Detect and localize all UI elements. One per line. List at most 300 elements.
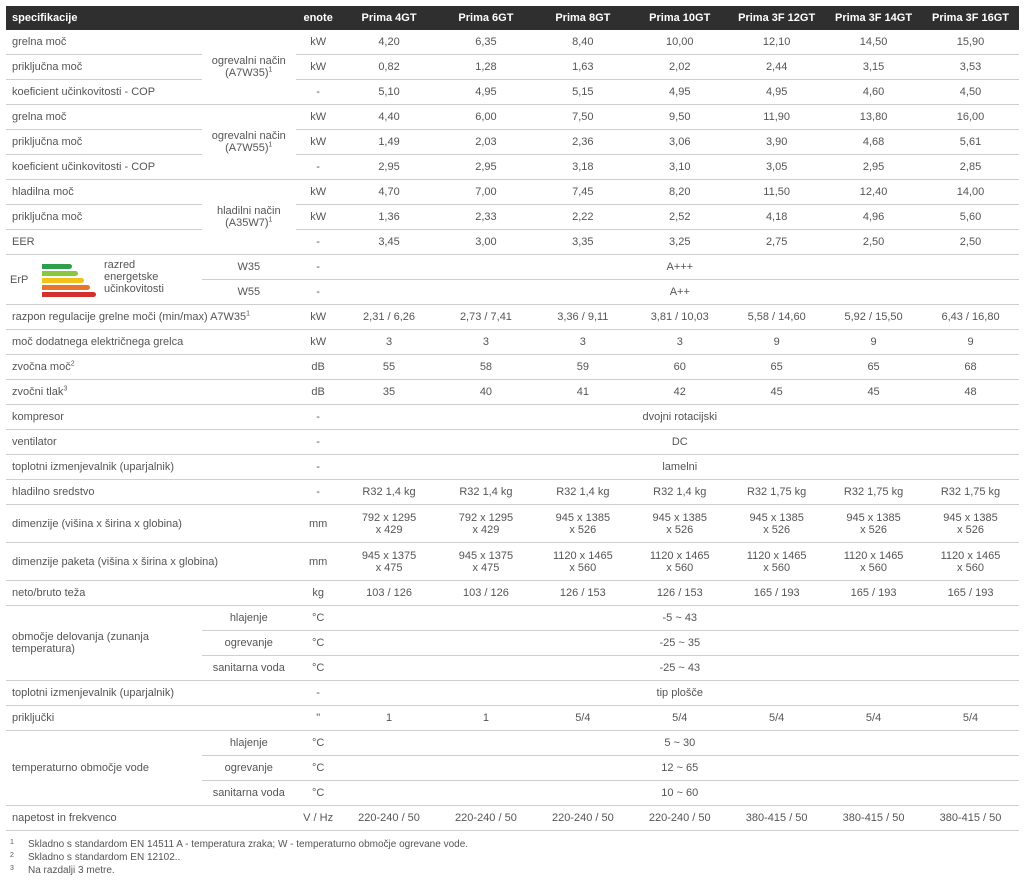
value-cell: lamelni [341, 455, 1019, 480]
value-cell: 3,00 [437, 230, 534, 255]
table-row [6, 405, 1019, 430]
value-cell: DC [341, 430, 1019, 455]
value-cell: 55 [341, 355, 438, 380]
value-line: 1120 x 1465 [649, 549, 710, 562]
value-cell: 2,22 [534, 205, 631, 230]
value-cell: 126 / 153 [631, 581, 728, 606]
energy-bar [42, 292, 96, 297]
value-line: x 475 [472, 561, 500, 574]
value-cell: 2,95 [437, 155, 534, 180]
value-cell: 9 [728, 330, 825, 355]
table-row [6, 505, 1019, 543]
footnote-ref: 2 [70, 360, 75, 368]
value-cell: 45 [728, 380, 825, 405]
row-label: priključna moč [6, 205, 202, 230]
value-cell: 2,73 / 7,41 [437, 305, 534, 330]
value-cell: 65 [825, 355, 922, 380]
value-cell [631, 543, 728, 581]
row-label: koeficient učinkovitosti - COP [6, 155, 202, 180]
value-cell: 7,50 [534, 105, 631, 130]
value-cell: 1,63 [534, 55, 631, 80]
value-cell: 4,20 [341, 30, 438, 55]
value-cell: 4,40 [341, 105, 438, 130]
value-cell: 13,80 [825, 105, 922, 130]
table-row [6, 430, 1019, 455]
value-cell: 3,36 / 9,11 [534, 305, 631, 330]
unit-cell: - [296, 280, 341, 305]
table-row [6, 380, 1019, 405]
group-label-line: (A7W55) [225, 142, 269, 154]
value-line: 945 x 1385 [749, 511, 804, 524]
unit-cell: °C [296, 656, 341, 681]
value-cell: 6,35 [437, 30, 534, 55]
table-row [6, 455, 1019, 480]
value-line: x 560 [666, 561, 694, 574]
unit-cell: - [296, 80, 341, 105]
value-line: x 526 [569, 523, 597, 536]
value-cell: 2,03 [437, 130, 534, 155]
unit-cell: - [296, 405, 341, 430]
group-label-line: (A7W35) [225, 67, 269, 79]
footnote-ref: 1 [246, 310, 251, 318]
erp-block [6, 256, 202, 304]
footnote-number: 3 [10, 865, 14, 872]
model-header: Prima 8GT [534, 6, 631, 30]
value-cell [341, 505, 438, 543]
row-label: hladilna moč [6, 180, 202, 205]
unit-cell: - [296, 155, 341, 180]
value-cell: 12,40 [825, 180, 922, 205]
table-row [6, 55, 1019, 80]
value-line: 945 x 1375 [458, 549, 514, 562]
table-row [6, 80, 1019, 105]
value-cell: 11,90 [728, 105, 825, 130]
value-cell: 2,75 [728, 230, 825, 255]
value-cell: R32 1,75 kg [825, 480, 922, 505]
value-cell: 5,60 [922, 205, 1019, 230]
unit-cell: dB [296, 355, 341, 380]
group-label [202, 30, 296, 105]
value-cell [534, 505, 631, 543]
value-line: 945 x 1385 [652, 511, 707, 524]
value-cell: 165 / 193 [922, 581, 1019, 606]
unit-cell: - [296, 480, 341, 505]
value-cell: 4,95 [631, 80, 728, 105]
value-cell: 126 / 153 [534, 581, 631, 606]
table-row [6, 230, 1019, 255]
value-cell: 40 [437, 380, 534, 405]
value-cell: 3,35 [534, 230, 631, 255]
sub-label: sanitarna voda [202, 781, 296, 806]
row-label: toplotni izmenjevalnik (uparjalnik) [6, 681, 296, 706]
value-cell: 2,85 [922, 155, 1019, 180]
row-label: dimenzije (višina x širina x globina) [6, 505, 296, 543]
value-line: x 560 [569, 561, 597, 574]
unit-cell: - [296, 455, 341, 480]
value-cell: 3,81 / 10,03 [631, 305, 728, 330]
value-cell [534, 543, 631, 581]
value-cell: A++ [341, 280, 1019, 305]
energy-bar [42, 285, 90, 290]
row-label: grelna moč [6, 105, 202, 130]
value-cell: 9,50 [631, 105, 728, 130]
unit-cell: dB [296, 380, 341, 405]
erp-description [104, 259, 164, 295]
value-cell: 2,52 [631, 205, 728, 230]
row-label-line: temperatura) [12, 643, 75, 655]
sub-label: sanitarna voda [202, 656, 296, 681]
value-cell: 5/4 [922, 706, 1019, 731]
value-cell: 9 [922, 330, 1019, 355]
value-cell: 5/4 [534, 706, 631, 731]
unit-cell: kW [296, 55, 341, 80]
value-line: x 526 [666, 523, 694, 536]
value-cell: 2,50 [922, 230, 1019, 255]
value-line: 1120 x 1465 [940, 549, 1001, 562]
value-line: 945 x 1375 [361, 549, 417, 562]
value-cell [922, 505, 1019, 543]
footnote-ref: 1 [268, 141, 273, 149]
value-cell [728, 543, 825, 581]
unit-cell: kW [296, 105, 341, 130]
value-cell: 4,60 [825, 80, 922, 105]
table-row [6, 205, 1019, 230]
value-line: 792 x 1295 [361, 511, 417, 524]
value-cell: 220-240 / 50 [534, 806, 631, 831]
unit-cell: kW [296, 180, 341, 205]
erp-text-line: učinkovitosti [104, 282, 164, 295]
table-row [6, 731, 1019, 756]
value-cell: 3 [437, 330, 534, 355]
table-row [6, 305, 1019, 330]
row-label: priključna moč [6, 130, 202, 155]
value-cell: A+++ [341, 255, 1019, 280]
value-cell: 2,95 [825, 155, 922, 180]
value-cell: 5 ~ 30 [341, 731, 1019, 756]
row-label [6, 380, 296, 405]
value-cell: 3,06 [631, 130, 728, 155]
unit-cell: kW [296, 30, 341, 55]
value-cell: R32 1,75 kg [728, 480, 825, 505]
group-label-line: (A35W7) [225, 217, 269, 229]
value-cell: 3 [341, 330, 438, 355]
value-cell: -25 ~ 35 [341, 631, 1019, 656]
row-label-text: zvočni tlak [12, 386, 64, 398]
value-cell: 5/4 [631, 706, 728, 731]
value-line: 1120 x 1465 [552, 549, 613, 562]
value-cell: 380-415 / 50 [728, 806, 825, 831]
unit-cell: - [296, 255, 341, 280]
value-cell: 14,50 [825, 30, 922, 55]
row-label: temperaturno območje vode [6, 731, 202, 806]
value-cell: 14,00 [922, 180, 1019, 205]
erp-text-line: energetske [104, 270, 159, 283]
model-header: Prima 4GT [341, 6, 438, 30]
row-label [6, 305, 296, 330]
sub-label: hlajenje [202, 731, 296, 756]
table-row [6, 681, 1019, 706]
value-line: 1120 x 1465 [843, 549, 904, 562]
group-label-line: ogrevalni način [211, 55, 286, 67]
row-label: neto/bruto teža [6, 581, 296, 606]
unit-cell: mm [296, 543, 341, 581]
row-label-line: območje delovanja (zunanja [12, 631, 149, 643]
table-row [6, 330, 1019, 355]
value-cell: 11,50 [728, 180, 825, 205]
value-line: x 526 [763, 523, 791, 536]
value-cell: 4,95 [728, 80, 825, 105]
value-line: x 429 [472, 523, 500, 536]
value-cell: 1 [437, 706, 534, 731]
row-label: hladilno sredstvo [6, 480, 296, 505]
table-row [6, 706, 1019, 731]
value-cell: 3,25 [631, 230, 728, 255]
erp-label: ErP [10, 273, 29, 286]
table-row [6, 155, 1019, 180]
table-row [6, 606, 1019, 631]
row-label: priključna moč [6, 55, 202, 80]
value-cell: 48 [922, 380, 1019, 405]
energy-bar [42, 264, 72, 269]
table-row [6, 543, 1019, 581]
energy-bar [42, 271, 78, 276]
value-cell: tip ploščе [341, 681, 1019, 706]
energy-class-icon [42, 264, 96, 294]
value-cell: 4,18 [728, 205, 825, 230]
table-row [6, 480, 1019, 505]
value-cell: 4,95 [437, 80, 534, 105]
value-cell: 12,10 [728, 30, 825, 55]
row-label [6, 355, 296, 380]
row-label: grelna moč [6, 30, 202, 55]
value-cell: 2,36 [534, 130, 631, 155]
group-label [202, 180, 296, 255]
unit-cell: °C [296, 781, 341, 806]
value-cell [825, 543, 922, 581]
sub-label: ogrevanje [202, 756, 296, 781]
value-cell: R32 1,4 kg [534, 480, 631, 505]
value-cell: 35 [341, 380, 438, 405]
value-line: 1120 x 1465 [746, 549, 807, 562]
value-cell: 1,28 [437, 55, 534, 80]
table-row [6, 130, 1019, 155]
value-cell: 4,68 [825, 130, 922, 155]
sub-label: W35 [202, 255, 296, 280]
row-label: ventilator [6, 430, 296, 455]
table-row [6, 105, 1019, 130]
value-line: x 475 [375, 561, 403, 574]
value-cell: R32 1,4 kg [341, 480, 438, 505]
value-cell: 220-240 / 50 [631, 806, 728, 831]
erp-text-line: razred [104, 258, 136, 271]
unit-cell: °C [296, 606, 341, 631]
value-cell: 380-415 / 50 [922, 806, 1019, 831]
model-header: Prima 3F 16GT [922, 6, 1019, 30]
value-cell: 165 / 193 [825, 581, 922, 606]
unit-cell: mm [296, 505, 341, 543]
value-cell: 1,36 [341, 205, 438, 230]
row-label: toplotni izmenjevalnik (uparjalnik) [6, 455, 296, 480]
value-cell: 7,45 [534, 180, 631, 205]
row-label: napetost in frekvenco [6, 806, 296, 831]
unit-cell: °C [296, 631, 341, 656]
value-cell: dvojni rotacijski [341, 405, 1019, 430]
row-label-text: razpon regulacije grelne moči (min/max) A7W35 [12, 311, 247, 323]
unit-cell: - [296, 430, 341, 455]
value-line: 945 x 1385 [943, 511, 998, 524]
value-cell: 5,10 [341, 80, 438, 105]
value-cell: 380-415 / 50 [825, 806, 922, 831]
group-label-line: hladilni način [216, 205, 281, 217]
value-cell: 3 [631, 330, 728, 355]
footnote-text: Skladno s standardom EN 14511 A - temperatura zraka; W - temperaturno območje ogrevane vode. [28, 839, 469, 850]
value-line: x 560 [763, 561, 791, 574]
value-cell: 8,20 [631, 180, 728, 205]
footnote-ref: 1 [268, 66, 273, 74]
unit-cell: kW [296, 330, 341, 355]
value-cell: 60 [631, 355, 728, 380]
value-line: x 526 [860, 523, 888, 536]
value-cell: 5/4 [728, 706, 825, 731]
value-cell: 2,31 / 6,26 [341, 305, 438, 330]
value-cell: 4,70 [341, 180, 438, 205]
group-label [202, 105, 296, 180]
footnote-ref: 3 [63, 385, 68, 393]
value-cell: -5 ~ 43 [341, 606, 1019, 631]
value-cell: 2,44 [728, 55, 825, 80]
value-cell: 3,18 [534, 155, 631, 180]
unit-cell: V / Hz [296, 806, 341, 831]
value-cell: -25 ~ 43 [341, 656, 1019, 681]
value-cell: 3,53 [922, 55, 1019, 80]
row-label: moč dodatnega električnega grelca [6, 330, 296, 355]
value-cell: 103 / 126 [341, 581, 438, 606]
model-header: Prima 10GT [631, 6, 728, 30]
unit-cell: " [296, 706, 341, 731]
value-cell: 220-240 / 50 [437, 806, 534, 831]
unit-cell: °C [296, 756, 341, 781]
value-cell: 6,43 / 16,80 [922, 305, 1019, 330]
sub-label: hlajenje [202, 606, 296, 631]
value-line: 945 x 1385 [555, 511, 611, 524]
value-cell: 10,00 [631, 30, 728, 55]
footnote-ref: 1 [268, 216, 273, 224]
specifications-table [6, 6, 1019, 831]
value-cell [922, 543, 1019, 581]
group-label-line: ogrevalni način [211, 130, 286, 142]
value-cell [631, 505, 728, 543]
value-cell: 68 [922, 355, 1019, 380]
value-cell: 10 ~ 60 [341, 781, 1019, 806]
unit-cell: kW [296, 205, 341, 230]
sub-label: W55 [202, 280, 296, 305]
value-cell: 4,96 [825, 205, 922, 230]
value-cell: 45 [825, 380, 922, 405]
unit-cell: - [296, 681, 341, 706]
value-cell: 7,00 [437, 180, 534, 205]
value-cell: 3,05 [728, 155, 825, 180]
value-cell: 59 [534, 355, 631, 380]
unit-header: enote [296, 6, 341, 30]
model-header: Prima 6GT [437, 6, 534, 30]
unit-cell: kg [296, 581, 341, 606]
value-cell: 1,49 [341, 130, 438, 155]
value-cell: 42 [631, 380, 728, 405]
value-cell [728, 505, 825, 543]
value-cell: 65 [728, 355, 825, 380]
footnote-text: Na razdalji 3 metre. [28, 865, 115, 876]
row-label [6, 606, 202, 681]
value-cell: 0,82 [341, 55, 438, 80]
footnote-number: 2 [10, 852, 14, 859]
row-label: priključki [6, 706, 296, 731]
value-cell: R32 1,4 kg [437, 480, 534, 505]
header-row [6, 6, 1019, 30]
unit-cell: °C [296, 731, 341, 756]
value-cell: 165 / 193 [728, 581, 825, 606]
value-line: x 526 [957, 523, 984, 536]
value-cell: 5,61 [922, 130, 1019, 155]
table-row [6, 30, 1019, 55]
table-row [6, 581, 1019, 606]
value-cell: 6,00 [437, 105, 534, 130]
value-cell [825, 505, 922, 543]
value-cell: 4,50 [922, 80, 1019, 105]
value-cell: R32 1,4 kg [631, 480, 728, 505]
value-cell: 5,92 / 15,50 [825, 305, 922, 330]
value-cell: 58 [437, 355, 534, 380]
value-cell: 12 ~ 65 [341, 756, 1019, 781]
table-row [6, 180, 1019, 205]
table-row [6, 355, 1019, 380]
value-cell: 3 [534, 330, 631, 355]
row-label: kompresor [6, 405, 296, 430]
value-cell: 5,58 / 14,60 [728, 305, 825, 330]
table-row [6, 255, 1019, 280]
value-cell: 2,02 [631, 55, 728, 80]
value-line: x 560 [860, 561, 888, 574]
value-cell: 3,10 [631, 155, 728, 180]
value-cell [437, 543, 534, 581]
sub-label: ogrevanje [202, 631, 296, 656]
value-cell: 8,40 [534, 30, 631, 55]
value-cell: 16,00 [922, 105, 1019, 130]
value-cell: 3,45 [341, 230, 438, 255]
row-label-text: zvočna moč [12, 361, 71, 373]
row-label: koeficient učinkovitosti - COP [6, 80, 202, 105]
value-cell: 1 [341, 706, 438, 731]
row-label: dimenzije paketa (višina x širina x globina) [6, 543, 296, 581]
unit-cell: kW [296, 305, 341, 330]
value-cell: 2,33 [437, 205, 534, 230]
value-cell [341, 543, 438, 581]
erp-cell [6, 255, 202, 305]
spec-header: specifikacije [6, 6, 296, 30]
value-line: x 560 [957, 561, 984, 574]
value-cell: 5/4 [825, 706, 922, 731]
value-cell: 3,15 [825, 55, 922, 80]
value-cell: 5,15 [534, 80, 631, 105]
footnote-number: 1 [10, 839, 14, 846]
value-cell: 15,90 [922, 30, 1019, 55]
unit-cell: kW [296, 130, 341, 155]
value-line: 945 x 1385 [846, 511, 901, 524]
value-cell: 9 [825, 330, 922, 355]
footnote-text: Skladno s standardom EN 12102.. [28, 852, 181, 863]
table-row [6, 806, 1019, 831]
value-cell: R32 1,75 kg [922, 480, 1019, 505]
value-cell: 2,50 [825, 230, 922, 255]
